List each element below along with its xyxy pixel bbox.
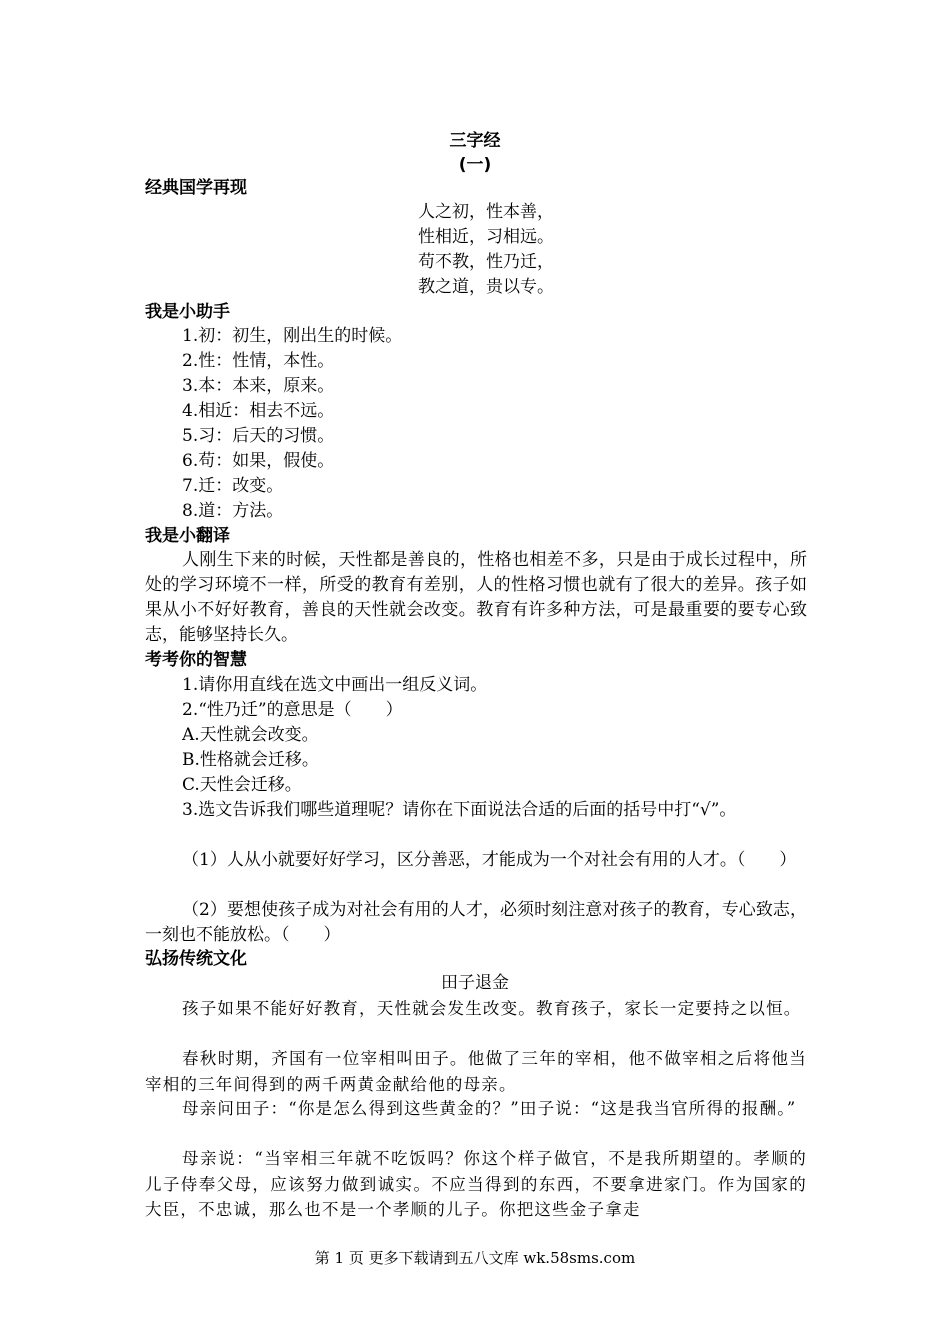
- glossary-item: 3.本：本来，原来。: [182, 376, 335, 396]
- translation-paragraph: 人刚生下来的时候，天性都是善良的，性格也相差不多，只是由于成长过程中，所处的学习环境不一样，所受的教育有差别，人的性格习惯也就有了很大的差异。孩子如果从小不好好教育，善良的天性就会改变。教育有许多种方法，可是最重要的要专心致志，能够坚持长久。: [145, 550, 807, 645]
- glossary-item: 5.习：后天的习惯。: [182, 426, 335, 446]
- quiz-statement-2: （2）要想使孩子成为对社会有用的人才，必须时刻注意对孩子的教育，专心致志，一刻也不能放松。（ ）: [145, 900, 807, 945]
- section-heading-translate: 我是小翻译: [145, 526, 230, 546]
- section-heading-quiz: 考考你的智慧: [145, 650, 247, 670]
- section-heading-helper: 我是小助手: [145, 302, 230, 322]
- quiz-question-2: 2.“性乃迁”的意思是（ ）: [182, 700, 403, 720]
- glossary-item: 2.性：性情，本性。: [182, 351, 335, 371]
- quiz-question-3: 3.选文告诉我们哪些道理呢？请你在下面说法合适的后面的括号中打“√”。: [182, 800, 737, 820]
- quiz-option-c: C.天性会迁移。: [182, 775, 302, 795]
- glossary-item: 6.苟：如果，假使。: [182, 451, 335, 471]
- poem-line: 教之道，贵以专。: [418, 277, 554, 297]
- story-paragraph: 孩子如果不能好好教育，天性就会发生改变。教育孩子，家长一定要持之以恒。: [182, 999, 802, 1018]
- quiz-option-a: A.天性就会改变。: [182, 725, 319, 745]
- quiz-statement-1: （1）人从小就要好好学习，区分善恶，才能成为一个对社会有用的人才。（ ）: [182, 850, 797, 870]
- story-paragraph: 春秋时期，齐国有一位宰相叫田子。他做了三年的宰相，他不做宰相之后将他当宰相的三年间得到的两千两黄金献给他的母亲。: [145, 1049, 807, 1094]
- story-title: 田子退金: [441, 973, 509, 993]
- story-paragraph: 母亲说：“当宰相三年就不吃饭吗？你这个样子做官，不是我所期望的。孝顺的儿子侍奉父母，应该努力做到诚实。不应当得到的东西，不要拿进家门。作为国家的大臣，不忠诚，那么也不是一个孝顺的儿子。你把这些金子拿走: [145, 1149, 807, 1219]
- quiz-option-b: B.性格就会迁移。: [182, 750, 319, 770]
- quiz-question-1: 1.请你用直线在选文中画出一组反义词。: [182, 675, 488, 695]
- poem-line: 苟不教，性乃迁，: [418, 252, 554, 272]
- glossary-item: 8.道：方法。: [182, 501, 284, 521]
- section-heading-culture: 弘扬传统文化: [145, 949, 247, 969]
- glossary-item: 7.迁：改变。: [182, 476, 284, 496]
- document-subtitle: (一): [458, 155, 492, 175]
- poem-line: 人之初，性本善，: [418, 202, 554, 222]
- document-title: 三字经: [449, 131, 501, 151]
- glossary-item: 1.初：初生，刚出生的时候。: [182, 326, 403, 346]
- page-footer: 第 1 页 更多下载请到五八文库 wk.58sms.com: [314, 1249, 636, 1267]
- poem-line: 性相近，习相远。: [418, 227, 554, 247]
- section-heading-classics: 经典国学再现: [145, 178, 247, 198]
- story-paragraph: 母亲问田子：“你是怎么得到这些黄金的？”田子说：“这是我当官所得的报酬。”: [182, 1099, 797, 1118]
- glossary-item: 4.相近：相去不远。: [182, 401, 335, 421]
